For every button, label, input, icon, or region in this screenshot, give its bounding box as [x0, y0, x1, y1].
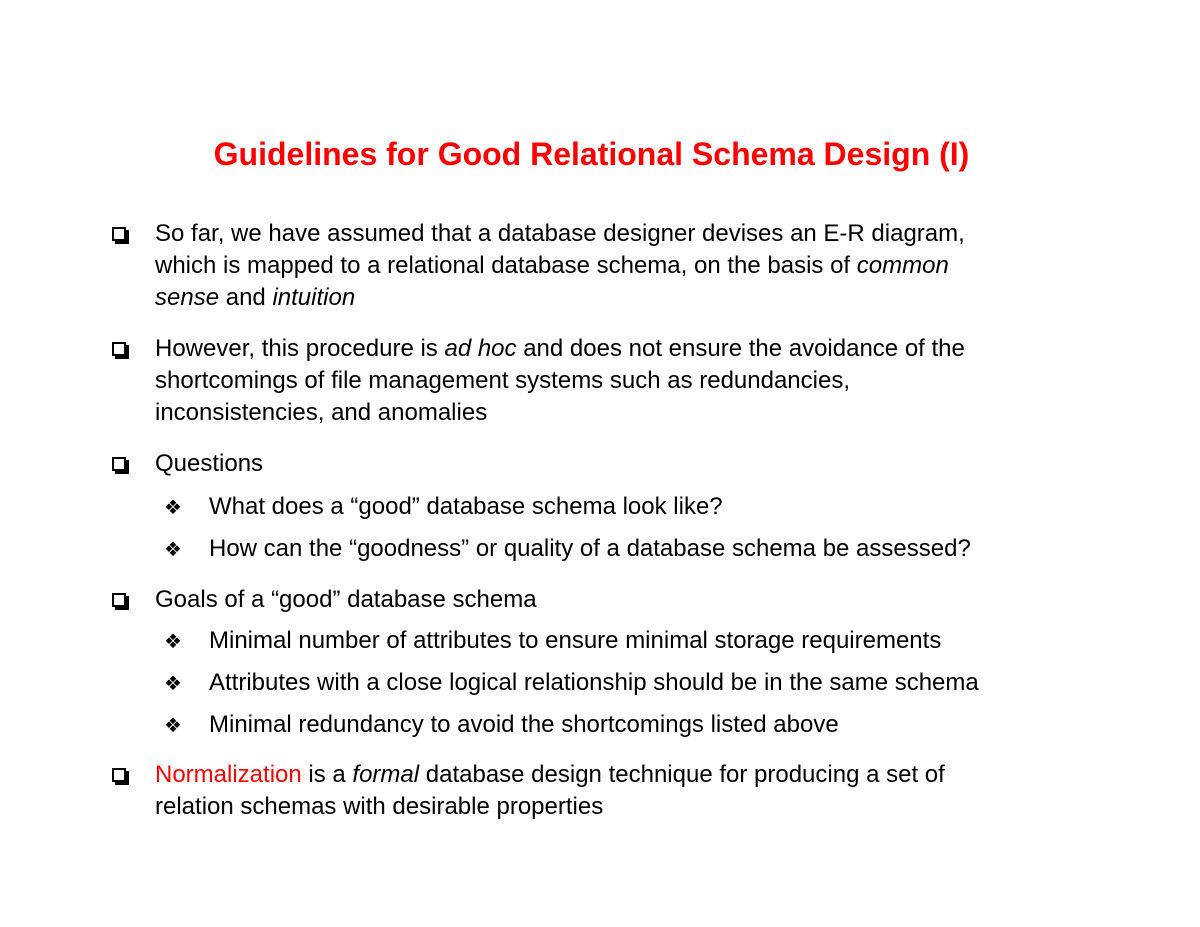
bullet-2-emphasis-ad-hoc: ad hoc — [444, 335, 517, 362]
bullet-2-line-1-a: However, this procedure is — [155, 335, 445, 362]
bullet-text-1 — [155, 218, 1095, 314]
sub-item-text: Minimal redundancy to avoid the shortcomings listed above — [209, 711, 839, 738]
sub-item-text: What does a “good” database schema look like? — [209, 493, 723, 520]
bullet-1-line-3-plain: and — [219, 284, 273, 311]
square-checkbox-icon — [112, 457, 126, 471]
square-checkbox-icon — [112, 593, 126, 607]
bullet-1-line-2-plain: which is mapped to a relational database schema, on the basis of — [155, 252, 857, 279]
four-diamond-icon: ❖ — [164, 671, 182, 695]
bullet-text-3: Questions — [155, 450, 264, 477]
square-checkbox-icon — [112, 227, 126, 241]
normalization-term: Normalization — [155, 761, 302, 788]
square-checkbox-icon — [112, 342, 126, 356]
bullet-1-line-2 — [155, 250, 1095, 282]
four-diamond-icon: ❖ — [164, 537, 182, 561]
bullet-1-line-1: So far, we have assumed that a database designer devises an E-R diagram, — [155, 220, 965, 247]
bullet-text-2 — [155, 333, 1095, 429]
bullet-5-line-1-b: is a — [301, 761, 353, 788]
bullet-2-line-2: shortcomings of file management systems such as redundancies, — [155, 367, 851, 394]
bullet-2-line-1 — [155, 333, 1095, 365]
four-diamond-icon: ❖ — [164, 713, 182, 737]
bullet-text-4: Goals of a “good” database schema — [155, 586, 537, 613]
sub-item-text: How can the “goodness” or quality of a database schema be assessed? — [209, 535, 971, 562]
bullet-5-emphasis-formal: formal — [352, 761, 420, 788]
four-diamond-icon: ❖ — [164, 495, 182, 519]
bullet-2-line-3: inconsistencies, and anomalies — [155, 399, 488, 426]
bullet-text-5 — [155, 759, 1095, 823]
sub-item-text: Minimal number of attributes to ensure minimal storage requirements — [209, 627, 942, 654]
bullet-1-line-3 — [155, 282, 1095, 314]
sub-item-text: Attributes with a close logical relationship should be in the same schema — [209, 669, 979, 696]
bullet-2-line-1-c: and does not ensure the avoidance of the — [516, 335, 965, 362]
four-diamond-icon: ❖ — [164, 629, 182, 653]
slide-title: Guidelines for Good Relational Schema Design (I) — [213, 136, 970, 172]
bullet-1-emphasis-sense: sense — [155, 284, 220, 311]
bullet-1-emphasis-intuition: intuition — [272, 284, 356, 311]
square-checkbox-icon — [112, 768, 126, 782]
bullet-5-line-1-d: database design technique for producing a set of — [419, 761, 945, 788]
bullet-5-line-1 — [155, 759, 1095, 791]
bullet-1-emphasis-common: common — [856, 252, 949, 279]
bullet-5-line-2: relation schemas with desirable properties — [155, 793, 604, 820]
